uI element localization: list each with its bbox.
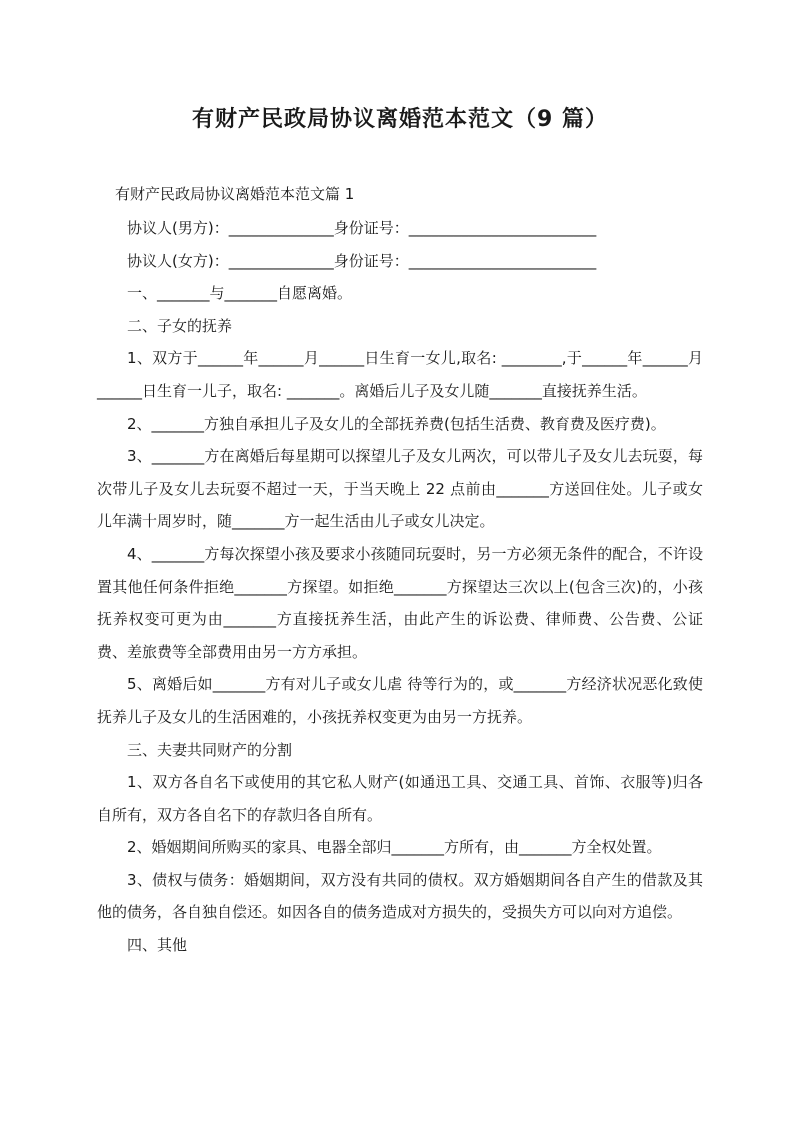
section-subtitle: 有财产民政局协议离婚范本范文篇 1 xyxy=(115,185,355,203)
document-title: 有财产民政局协议离婚范本范文（9 篇） xyxy=(192,107,608,132)
paragraph-male-party: 协议人(男方)：______________身份证号：_________________________ xyxy=(127,219,597,237)
paragraph-section-3-heading: 三、夫妻共同财产的分割 xyxy=(127,740,293,759)
paragraph-child-support: 2、_______方独自承担儿子及女儿的全部抚养费(包括生活费、教育费及医疗费)。 xyxy=(127,414,666,433)
paragraph-debts: 3、债权与债务：婚姻期间，双方没有共同的债权。双方婚姻期间各自产生的借款及其他的债务，各自独自偿还。如因各自的债务造成对方损失的，受损失方可以向对方追偿。 xyxy=(97,870,703,922)
paragraph-visit-cooperation: 4、_______方每次探望小孩及要求小孩随同玩耍时，另一方必须无条件的配合，不许设置其他任何条件拒绝_______方探望。如拒绝_______方探望达三次以上(包含三次)的，小孩抚养权变可更为由_______方直接抚养生活，由此产生的诉讼费、律师费、公告费、公证费、差旅费等全部费用由另一方方承担。 xyxy=(97,544,703,661)
paragraph-section-2-heading: 二、子女的抚养 xyxy=(127,316,233,335)
paragraph-section-4-heading: 四、其他 xyxy=(127,936,188,955)
paragraph-visitation: 3、_______方在离婚后每星期可以探望儿子及女儿两次，可以带儿子及女儿去玩耍，每次带儿子及女儿去玩耍不超过一天，于当天晚上 22 点前由_______方送回住处。儿子或女儿年满十周岁时，随_______方一起生活由儿子或女儿决定。 xyxy=(97,447,703,531)
paragraph-custody-change: 5、离婚后如_______方有对儿子或女儿虐 待等行为的，或_______方经济状况恶化致使抚养儿子及女儿的生活困难的，小孩抚养权变更为由另一方抚养。 xyxy=(97,675,703,726)
paragraph-section-1: 一、_______与_______自愿离婚。 xyxy=(127,284,353,303)
paragraph-furniture: 2、婚姻期间所购买的家具、电器全部归_______方所有，由_______方全权处置。 xyxy=(127,838,662,857)
paragraph-female-party: 协议人(女方)：______________身份证号：_________________________ xyxy=(127,251,597,270)
paragraph-child-birth: 1、双方于______年______月______日生育一女儿,取名: ________,于______年______月______日生育一儿子，取名: _______。离婚后儿子及女儿随_______直接抚养生活。 xyxy=(97,349,703,400)
paragraph-personal-property: 1、双方各自名下或使用的其它私人财产(如通迅工具、交通工具、首饰、衣服等)归各自所有，双方各自名下的存款归各自所有。 xyxy=(97,773,703,824)
